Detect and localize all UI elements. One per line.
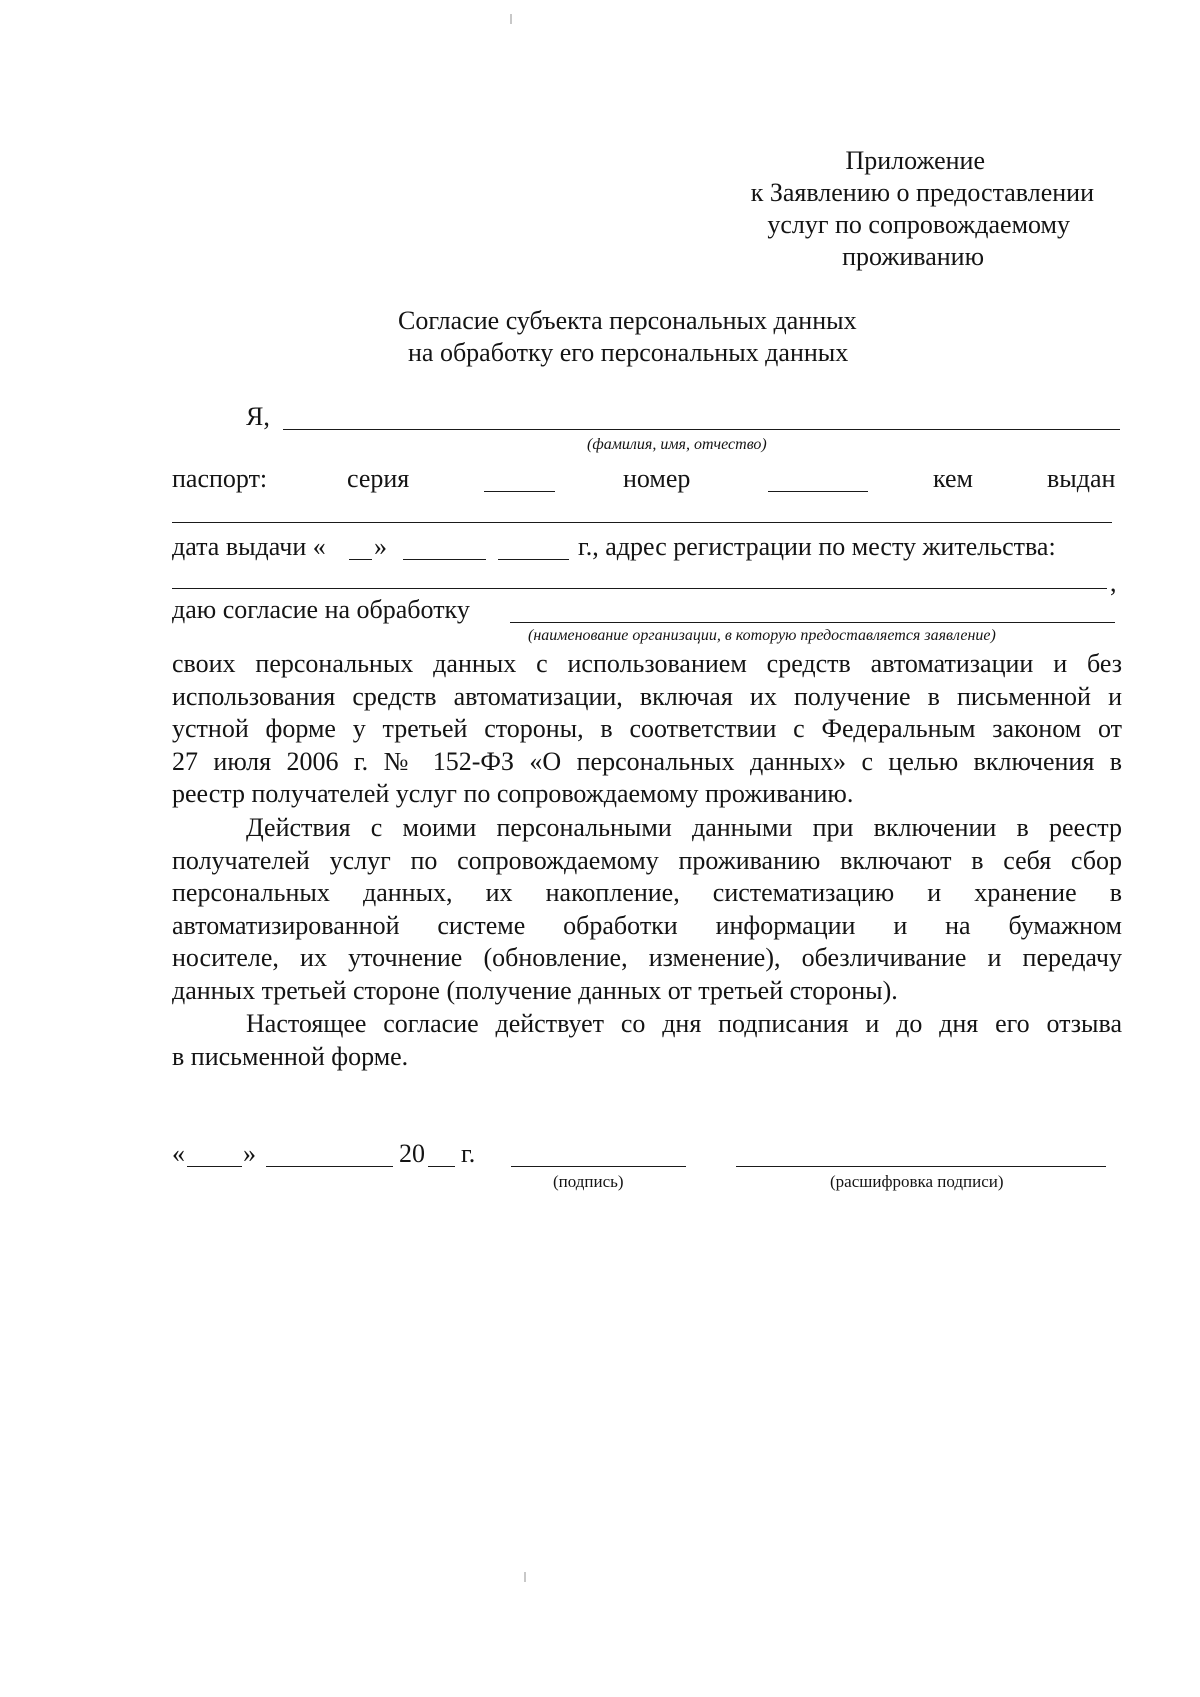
consent-label: даю согласие на обработку <box>172 595 470 624</box>
issue-date-label: дата выдачи « <box>172 532 326 561</box>
sign-day-field-line[interactable] <box>187 1166 242 1167</box>
signature-hint: (подпись) <box>553 1172 624 1191</box>
paragraph-1-line: 27 июля 2006 г. № 152-ФЗ «О персональных данных» с целью включения в <box>172 746 1122 776</box>
document-title-line-1: Согласие субъекта персональных данных <box>398 306 857 335</box>
signature-decoding-field-line[interactable] <box>736 1166 1106 1167</box>
scan-artifact <box>510 14 512 24</box>
issued-by-label-1: кем <box>933 464 973 493</box>
paragraph-3 <box>172 1008 1122 1073</box>
sign-year-field-line[interactable] <box>428 1166 455 1167</box>
organization-field-line[interactable] <box>510 622 1115 623</box>
sign-year-suffix: г. <box>461 1139 476 1168</box>
address-label: г., адрес регистрации по месту жительства: <box>578 532 1056 561</box>
issued-by-label-2: выдан <box>1047 464 1116 493</box>
paragraph-1-line: реестр получателей услуг по сопровождаемому проживанию. <box>172 779 854 808</box>
scan-artifact <box>524 1572 526 1582</box>
sign-month-field-line[interactable] <box>266 1166 393 1167</box>
i-label: Я, <box>246 402 270 431</box>
address-comma: , <box>1110 568 1117 597</box>
series-label: серия <box>347 464 410 493</box>
issue-year-field-line[interactable] <box>498 559 569 560</box>
paragraph-2-line: данных третьей стороне (получение данных от третьей стороны). <box>172 975 898 1005</box>
appendix-line-3: услуг по сопровождаемому <box>767 210 1070 239</box>
paragraph-2 <box>172 812 1122 1007</box>
sign-date-open-quote: « <box>172 1139 185 1168</box>
signature-decoding-hint: (расшифровка подписи) <box>830 1172 1004 1191</box>
fio-field-line[interactable] <box>283 429 1120 430</box>
paragraph-1 <box>172 648 1122 811</box>
appendix-line-1: Приложение <box>845 146 985 175</box>
sign-year-prefix: 20 <box>399 1139 425 1168</box>
paragraph-2-line: носителе, их уточнение (обновление, изменение), обезличивание и передачу <box>172 943 1122 972</box>
address-field-line[interactable] <box>172 588 1107 589</box>
series-field-line[interactable] <box>484 491 555 492</box>
issue-month-field-line[interactable] <box>403 559 486 560</box>
paragraph-3-line: Настоящее согласие действует со дня подписания и до дня его отзыва <box>246 1009 1122 1038</box>
document-title-line-2: на обработку его персональных данных <box>408 338 849 367</box>
number-field-line[interactable] <box>768 491 868 492</box>
paragraph-2-line: автоматизированной системе обработки информации и на бумажном <box>172 910 1122 940</box>
paragraph-2-line: Действия с моими персональными данными при включении в реестр <box>246 813 1122 842</box>
number-label: номер <box>623 464 691 493</box>
organization-hint: (наименование организации, в которую предоставляется заявление) <box>528 627 996 644</box>
issue-day-field-line[interactable] <box>349 559 372 560</box>
sign-date-close-quote: » <box>243 1139 256 1168</box>
paragraph-1-line: своих персональных данных с использованием средств автоматизации и без <box>172 649 1122 678</box>
paragraph-2-line: персональных данных, их накопление, систематизацию и хранение в <box>172 878 1122 907</box>
issue-date-close-quote: » <box>374 532 387 561</box>
paragraph-2-line: получателей услуг по сопровождаемому проживанию включают в себя сбор <box>172 845 1122 875</box>
passport-label: паспорт: <box>172 464 268 493</box>
paragraph-1-line: использования средств автоматизации, включая их получение в письменной и <box>172 681 1122 711</box>
paragraph-3-line: в письменной форме. <box>172 1041 409 1071</box>
fio-hint: (фамилия, имя, отчество) <box>587 436 767 453</box>
paragraph-1-line: устной форме у третьей стороны, в соответствии с Федеральным законом от <box>172 714 1122 743</box>
appendix-line-2: к Заявлению о предоставлении <box>750 178 1094 207</box>
appendix-line-4: проживанию <box>842 242 984 271</box>
signature-field-line[interactable] <box>511 1166 686 1167</box>
issued-by-field-line[interactable] <box>172 522 1112 523</box>
